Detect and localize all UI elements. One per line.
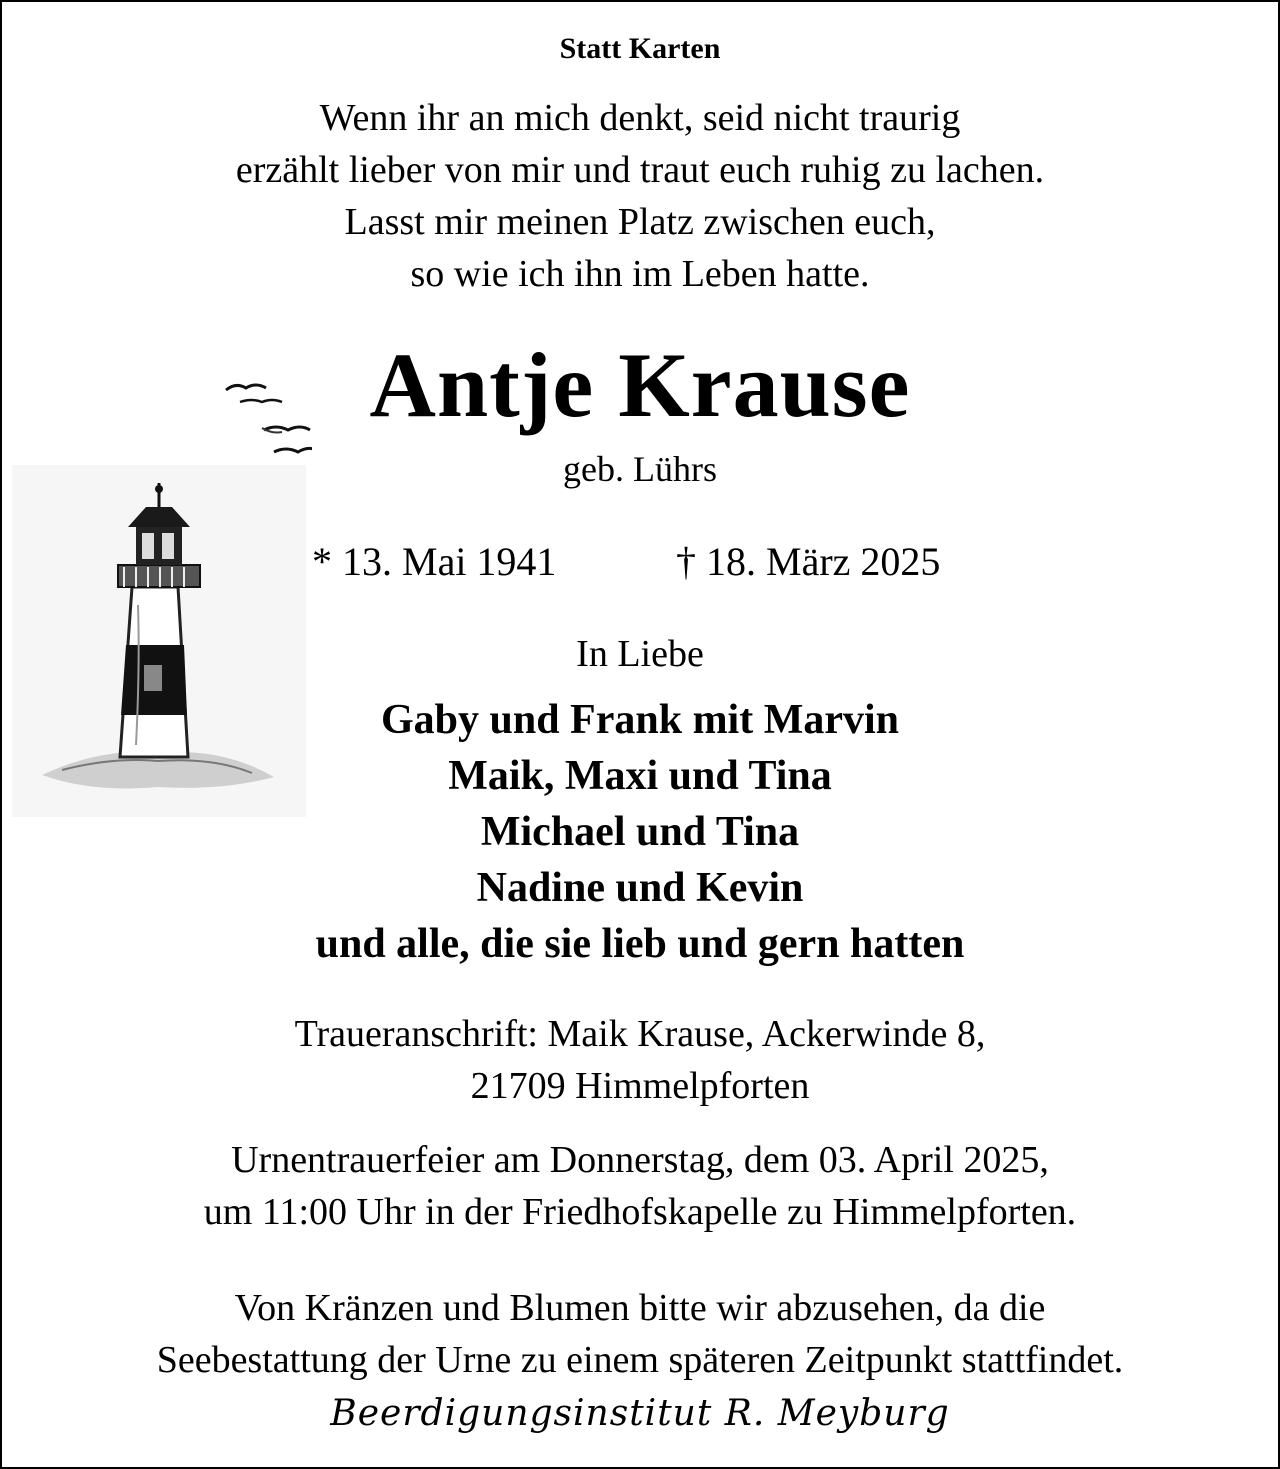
notice-line: Von Kränzen und Blumen bitte wir abzusehen, da die xyxy=(234,1287,1046,1329)
ceremony-line: Urnentrauerfeier am Donnerstag, dem 03. April 2025, xyxy=(231,1139,1049,1181)
family-list xyxy=(0,692,1280,972)
in-love-text: In Liebe xyxy=(576,633,704,675)
notice-line: Seebestattung der Urne zu einem späteren Zeitpunkt stattfindet. xyxy=(156,1339,1124,1381)
ceremony-line: um 11:00 Uhr in der Friedhofskapelle zu Himmelpforten. xyxy=(203,1191,1077,1233)
poem-line: Lasst mir meinen Platz zwischen euch, xyxy=(344,201,936,243)
family-line: und alle, die sie lieb und gern hatten xyxy=(315,921,965,967)
funeral-home-signature: Beerdigungsinstitut R. Meyburg xyxy=(330,1393,950,1434)
ceremony-info xyxy=(0,1134,1280,1238)
family-line: Maik, Maxi und Tina xyxy=(448,753,832,799)
poem-line: Wenn ihr an mich denkt, seid nicht traurig xyxy=(319,97,961,139)
poem xyxy=(0,92,1280,300)
deceased-name: Antje Krause xyxy=(369,334,911,436)
poem-line: erzählt lieber von mir und traut euch ruhig zu lachen. xyxy=(235,149,1045,191)
maiden-name: geb. Lührs xyxy=(563,449,717,489)
family-line: Michael und Tina xyxy=(480,809,800,855)
address-line: 21709 Himmelpforten xyxy=(470,1065,810,1107)
poem-line: so wie ich ihn im Leben hatte. xyxy=(410,253,870,295)
family-line: Nadine und Kevin xyxy=(476,865,804,911)
mourning-address xyxy=(0,1008,1280,1112)
address-line: Traueranschrift: Maik Krause, Ackerwinde 8, xyxy=(294,1013,986,1055)
flowers-notice xyxy=(0,1282,1280,1386)
death-date: † 18. März 2025 xyxy=(676,539,941,584)
header-text: Statt Karten xyxy=(559,32,721,65)
birth-date: * 13. Mai 1941 xyxy=(312,539,557,584)
family-line: Gaby und Frank mit Marvin xyxy=(380,697,900,743)
